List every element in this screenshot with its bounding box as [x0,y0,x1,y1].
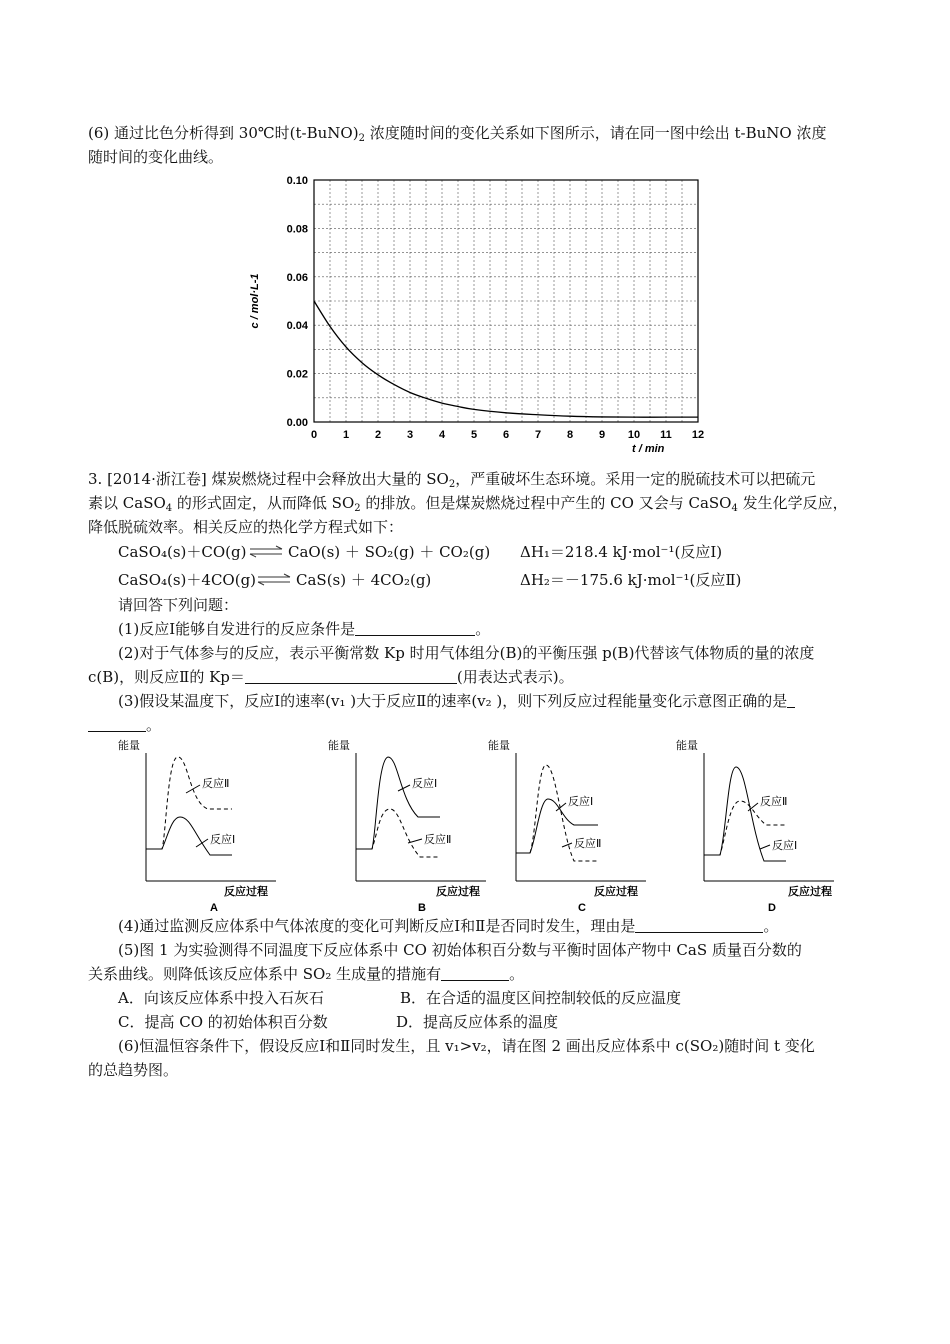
svg-text:C: C [578,902,586,914]
x-axis-label: t / min [632,443,665,455]
svg-text:D: D [768,902,776,914]
q6-intro-line2: 随时间的变化曲线。 [88,148,224,166]
answer-blank-4[interactable] [635,917,763,933]
eq1-dh: ΔH₁＝218.4 kJ·mol⁻¹(反应Ⅰ) [520,543,723,561]
prompt: 请回答下列问题： [118,596,239,614]
option-c[interactable]: C．提高 CO 的初始体积百分数 [118,1013,328,1031]
svg-text:能量: 能量 [328,740,350,752]
answer-blank-3a[interactable] [787,692,795,708]
eq2-lhs: CaSO₄(s)＋4CO(g) [118,571,257,589]
svg-text:反应过程: 反应过程 [594,886,638,898]
svg-text:能量: 能量 [488,740,510,752]
eq2-rhs: CaS(s) ＋ 4CO₂(g) [296,571,432,589]
svg-text:反应Ⅱ: 反应Ⅱ [202,778,230,790]
part6-line2: 的总趋势图。 [88,1061,179,1079]
equilibrium-arrow-icon [256,573,292,587]
svg-text:反应Ⅰ: 反应Ⅰ [210,834,236,846]
energy-diagrams [100,735,860,915]
part5-line2: 关系曲线。则降低该反应体系中 SO₂ 生成量的措施有 。 [88,965,525,983]
svg-text:B: B [418,902,426,914]
svg-text:反应Ⅰ: 反应Ⅰ [568,796,594,808]
y-tick-label: 0.06 [286,271,308,284]
svg-text:A: A [210,902,218,914]
x-tick-label: 5 [470,429,478,441]
chart-grid [314,180,698,422]
concentration-time-chart [240,168,720,458]
eq1-rhs: CaO(s) ＋ SO₂(g) ＋ CO₂(g) [288,543,491,561]
y-axis-label: c / mol·L-1 [249,273,261,329]
answer-blank-1[interactable] [355,620,475,636]
q3-line2: 素以 CaSO$_4$ 的形式固定，从而降低 $SO_2$ 的排放。但是煤炭燃烧过程中产生的 CO 又会与 CaSO$_4$ 发生化学反应， [88,494,848,514]
option-b[interactable]: B．在合适的温度区间控制较低的反应温度 [400,989,682,1007]
svg-text:反应Ⅰ: 反应Ⅰ [772,840,798,852]
x-tick-label: 8 [566,429,574,441]
part3-line2: 。 [88,714,161,736]
y-tick-label: 0.04 [286,320,308,333]
x-tick-labels [311,429,704,441]
x-tick-label: 2 [374,429,382,441]
svg-text:能量: 能量 [118,740,140,752]
part1: (1)反应Ⅰ能够自发进行的反应条件是 。 [118,620,491,638]
svg-text:反应过程: 反应过程 [436,886,480,898]
svg-text:反应Ⅰ: 反应Ⅰ [412,778,438,790]
y-tick-labels [287,175,309,429]
x-tick-label: 1 [342,429,350,441]
q6-intro-line1: (6) 通过比色分析得到 30℃时$(t-BuNO)_2$ 浓度随时间的变化关系如下图所示，请在同一图中绘出 t-BuNO 浓度 [88,124,827,144]
option-d[interactable]: D．提高反应体系的温度 [396,1013,559,1031]
part2-line1: (2)对于气体参与的反应，表示平衡常数 Kp 时用气体组分(B)的平衡压强 p(B)代替该气体物质的量的浓度 [118,644,815,662]
part5-line1: (5)图 1 为实验测得不同温度下反应体系中 CO 初始体积百分数与平衡时固体产物中 CaS 质量百分数的 [118,941,802,959]
y-tick-label: 0.00 [286,417,308,429]
x-tick-label: 0 [310,429,318,441]
part3-line1: (3)假设某温度下，反应Ⅰ的速率(v₁ )大于反应Ⅱ的速率(v₂ )，则下列反应过程能量变化示意图正确的是 [118,690,795,712]
x-tick-label: 10 [627,429,641,441]
svg-text:反应Ⅱ: 反应Ⅱ [760,796,788,808]
part2-line2: c(B)，则反应Ⅱ的 Kp＝ (用表达式表示)。 [88,668,574,686]
y-tick-label: 0.08 [286,223,308,236]
q3-line3: 降低脱硫效率。相关反应的热化学方程式如下： [88,518,404,536]
svg-text:能量: 能量 [676,740,698,752]
answer-blank-2[interactable] [245,668,457,684]
answer-blank-3[interactable] [88,716,146,732]
diagram-c[interactable] [488,738,646,914]
svg-text:反应过程: 反应过程 [224,886,268,898]
series-line [314,301,698,417]
answer-blank-5[interactable] [441,965,509,981]
q3-line1: 3. [2014·浙江卷] 煤炭燃烧过程中会释放出大量的 $SO_2$，严重破坏生态环境。采用一定的脱硫技术可以把硫元 [88,470,816,490]
svg-text:反应过程: 反应过程 [788,886,832,898]
x-tick-label: 11 [660,429,672,441]
diagram-d[interactable] [676,738,834,914]
option-a[interactable]: A．向该反应体系中投入石灰石 [118,989,324,1007]
eq2-dh: ΔH₂＝－175.6 kJ·mol⁻¹(反应Ⅱ) [520,571,742,589]
x-tick-label: 9 [598,429,606,441]
x-tick-label: 7 [534,429,542,441]
x-tick-label: 6 [502,429,510,441]
eq1-lhs: CaSO₄(s)＋CO(g) [118,543,247,561]
svg-text:反应Ⅱ: 反应Ⅱ [574,838,602,850]
y-tick-label: 0.10 [286,175,308,187]
part6-line1: (6)恒温恒容条件下，假设反应Ⅰ和Ⅱ同时发生，且 v₁>v₂，请在图 2 画出反应体系中 c(SO₂)随时间 t 变化 [118,1037,815,1055]
x-tick-label: 12 [691,429,705,441]
diagram-a[interactable] [118,738,276,914]
equilibrium-arrow-icon [248,545,284,559]
diagram-b[interactable] [328,738,486,914]
y-tick-label: 0.02 [286,368,308,381]
part4: (4)通过监测反应体系中气体浓度的变化可判断反应Ⅰ和Ⅱ是否同时发生，理由是 。 [118,917,779,935]
x-tick-label: 4 [438,429,446,441]
x-tick-label: 3 [406,429,414,441]
svg-text:反应Ⅱ: 反应Ⅱ [424,834,452,846]
